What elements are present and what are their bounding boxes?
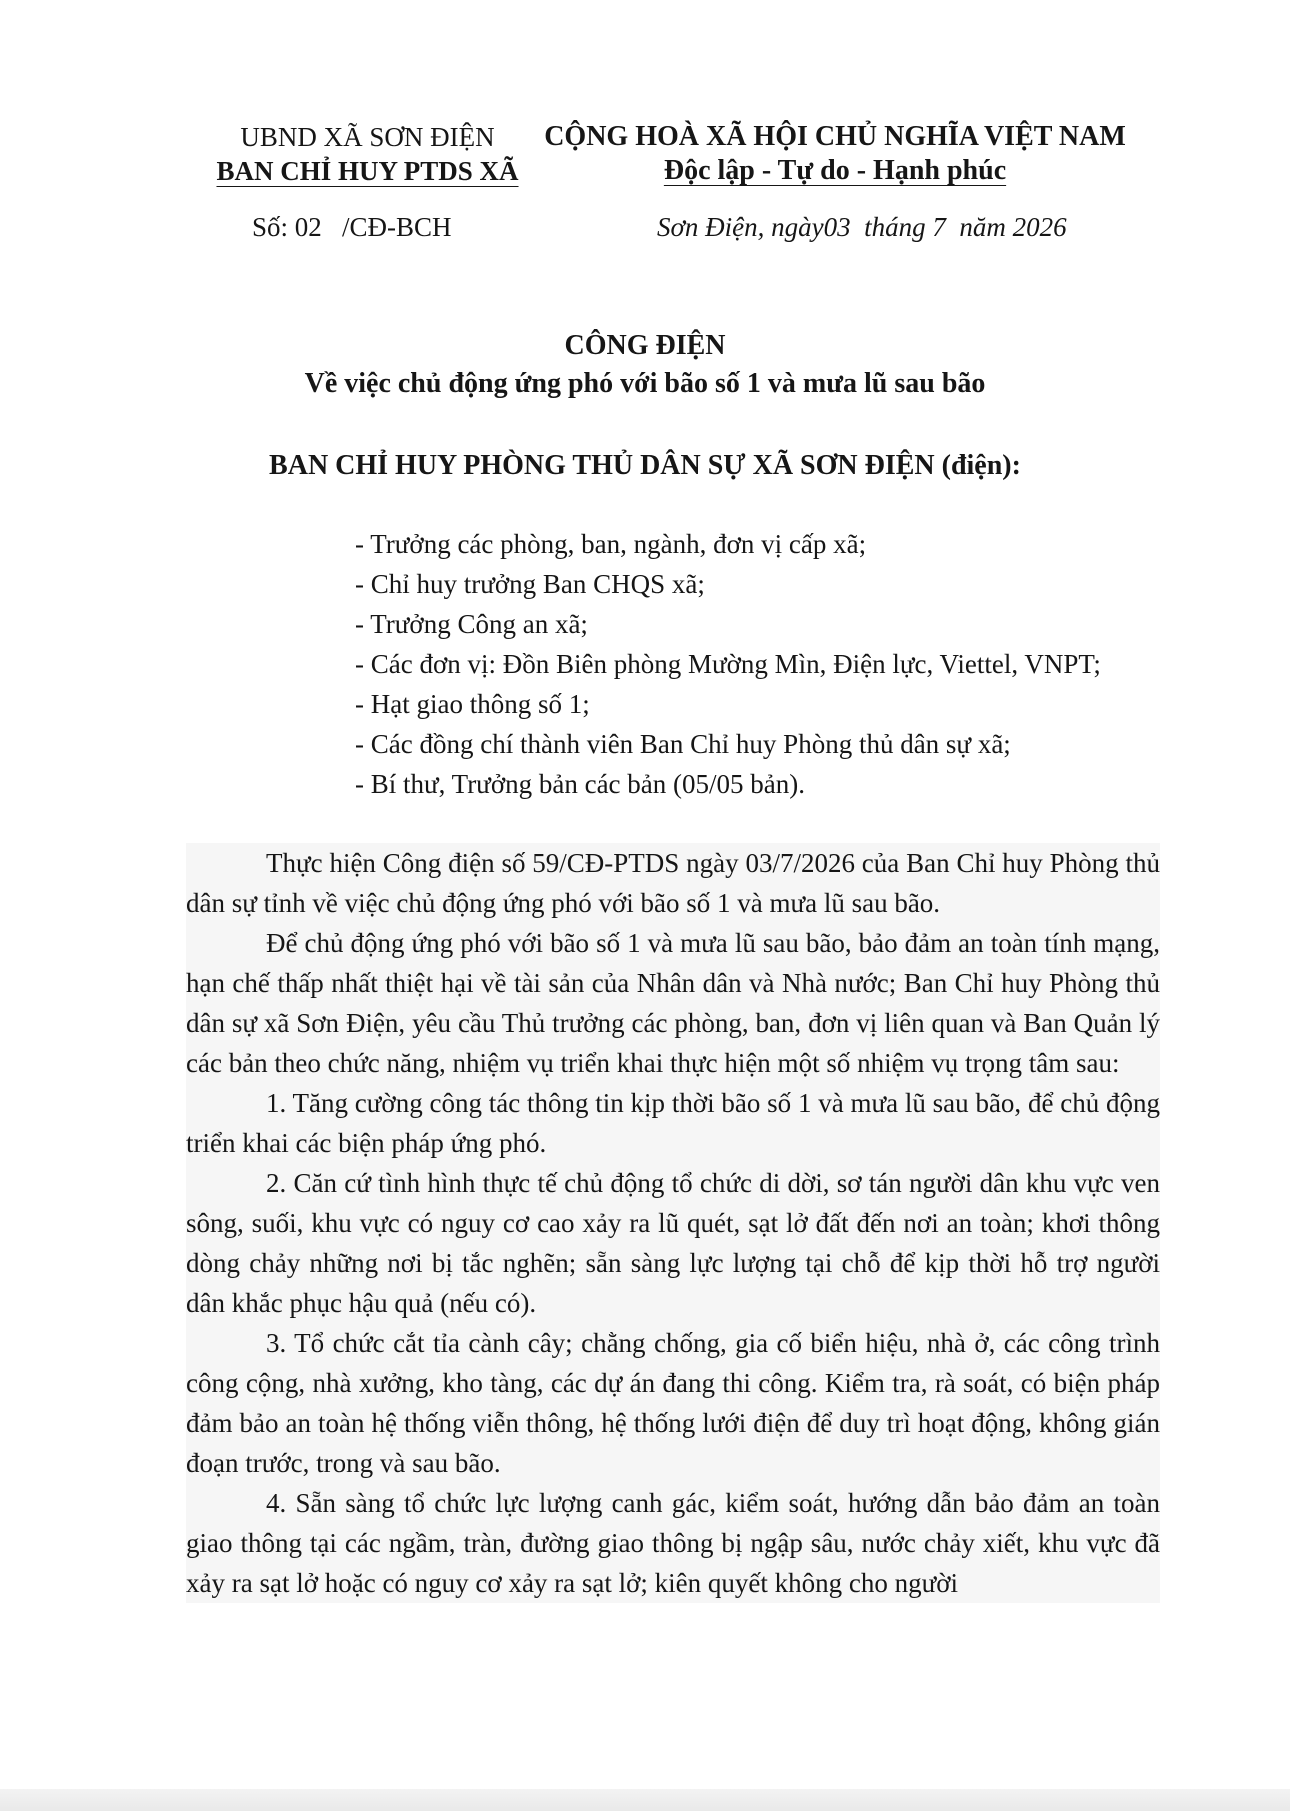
document-body — [186, 843, 1160, 1603]
recipient-item: - Các đơn vị: Đồn Biên phòng Mường Mìn, Điện lực, Viettel, VNPT; — [355, 649, 1101, 679]
recipient-item: - Bí thư, Trưởng bản các bản (05/05 bản). — [355, 769, 805, 799]
document-subject: Về việc chủ động ứng phó với bão số 1 và mưa lũ sau bão — [304, 368, 986, 399]
national-motto — [535, 120, 1135, 188]
document-number: Số: 02 /CĐ-BCH — [252, 212, 452, 242]
recipient-item: - Trưởng các phòng, ban, ngành, đơn vị cấp xã; — [355, 529, 867, 559]
recipient-item: - Trưởng Công an xã; — [355, 609, 588, 639]
body-paragraph: Thực hiện Công điện số 59/CĐ-PTDS ngày 03/7/2026 của Ban Chỉ huy Phòng thủ dân sự tỉnh về việc chủ động ứng phó với bão số 1 và mưa lũ sau bão. — [186, 848, 1160, 918]
body-paragraph: 4. Sẵn sàng tổ chức lực lượng canh gác, kiểm soát, hướng dẫn bảo đảm an toàn giao thông tại các ngầm, tràn, đường giao thông bị ngập sâu, nước chảy xiết, khu vực đã xảy ra sạt lở hoặc có nguy cơ xảy ra sạt lở; kiên quyết không cho người — [186, 1488, 1160, 1598]
document-title: CÔNG ĐIỆN — [564, 330, 726, 361]
recipient-header: BAN CHỈ HUY PHÒNG THỦ DÂN SỰ XÃ SƠN ĐIỆN (điện): — [269, 450, 1021, 481]
body-paragraph: Để chủ động ứng phó với bão số 1 và mưa lũ sau bão, bảo đảm an toàn tính mạng, hạn chế thấp nhất thiệt hại về tài sản của Nhân dân và Nhà nước; Ban Chỉ huy Phòng thủ dân sự xã Sơn Điện, yêu cầu Thủ trưởng các phòng, ban, đơn vị liên quan và Ban Quản lý các bản theo chức năng, nhiệm vụ triển khai thực hiện một số nhiệm vụ trọng tâm sau: — [186, 928, 1160, 1078]
body-paragraph: 2. Căn cứ tình hình thực tế chủ động tổ chức di dời, sơ tán người dân khu vực ven sông, suối, khu vực có nguy cơ cao xảy ra lũ quét, sạt lở đất đến nơi an toàn; khơi thông dòng chảy những nơi bị tắc nghẽn; sẵn sàng lực lượng tại chỗ để kịp thời hỗ trợ người dân khắc phục hậu quả (nếu có). — [186, 1168, 1160, 1318]
authority-line-2: BAN CHỈ HUY PTDS XÃ — [216, 156, 519, 186]
body-paragraph: 1. Tăng cường công tác thông tin kịp thời bão số 1 và mưa lũ sau bão, để chủ động triển khai các biện pháp ứng phó. — [186, 1088, 1160, 1158]
authority-line-1: UBND XÃ SƠN ĐIỆN — [240, 122, 495, 152]
recipient-item: - Chỉ huy trưởng Ban CHQS xã; — [355, 569, 705, 599]
motto: Độc lập - Tự do - Hạnh phúc — [663, 155, 1007, 186]
recipient-list — [355, 524, 1101, 804]
recipient-item: - Hạt giao thông số 1; — [355, 689, 590, 719]
country-name: CỘNG HOÀ XÃ HỘI CHỦ NGHĨA VIỆT NAM — [544, 121, 1126, 152]
recipient-item: - Các đồng chí thành viên Ban Chỉ huy Phòng thủ dân sự xã; — [355, 729, 1011, 759]
body-paragraph: 3. Tổ chức cắt tỉa cành cây; chằng chống, gia cố biển hiệu, nhà ở, các công trình công cộng, nhà xưởng, kho tàng, các dự án đang thi công. Kiểm tra, rà soát, có biện pháp đảm bảo an toàn hệ thống viễn thông, hệ thống lưới điện để duy trì hoạt động, không gián đoạn trước, trong và sau bão. — [186, 1328, 1160, 1478]
place-date: Sơn Điện, ngày03 tháng 7 năm 2026 — [657, 212, 1067, 242]
issuing-authority — [195, 120, 540, 188]
